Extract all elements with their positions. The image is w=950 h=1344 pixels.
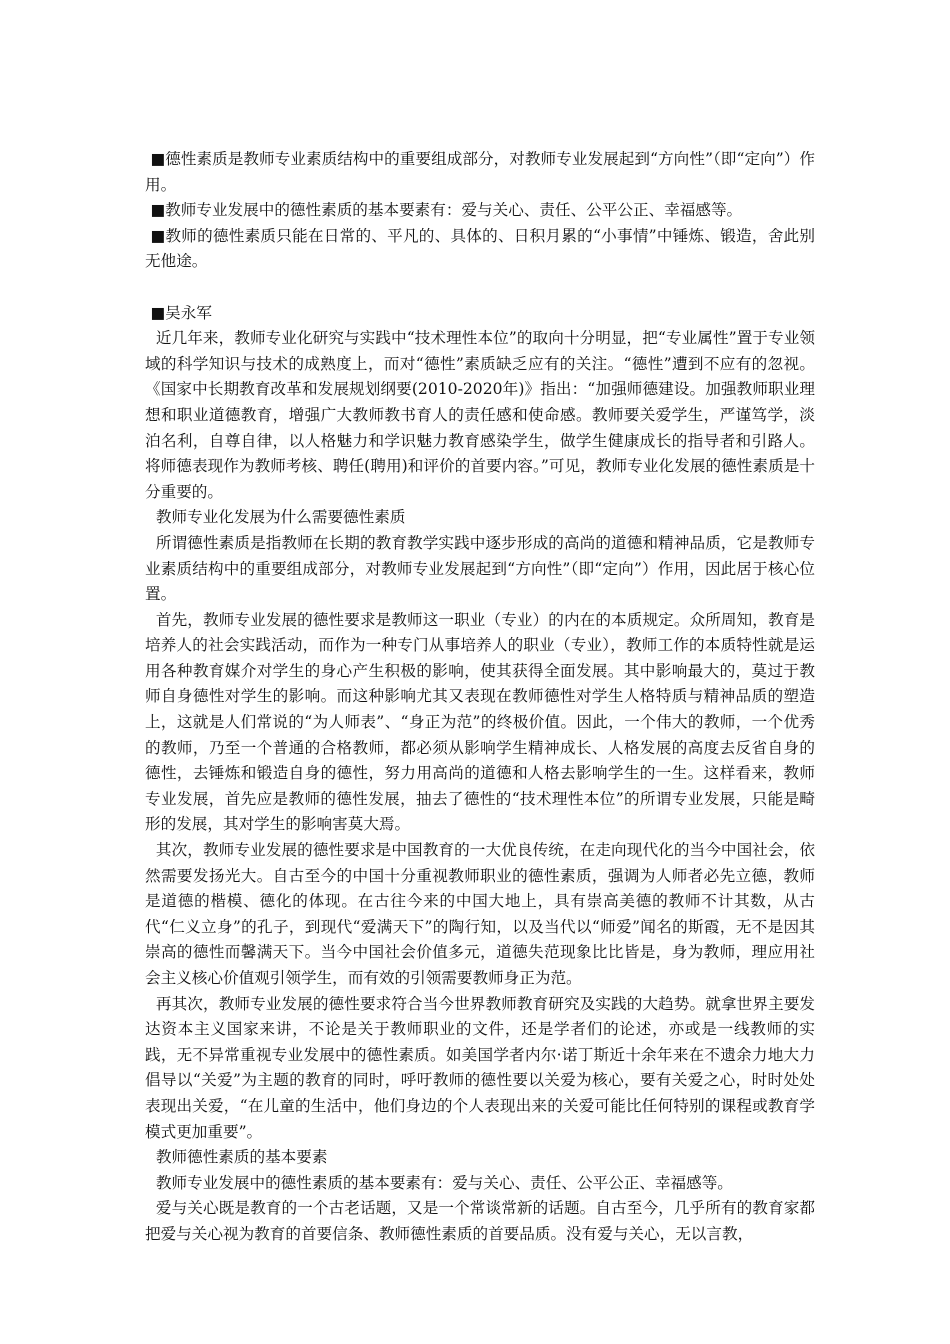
paragraph-intro: 近几年来，教师专业化研究与实践中“技术理性本位”的取向十分明显，把“专业属性”置于专业领域的科学知识与技术的成熟度上，而对“德性”素质缺乏应有的关注。“德性”遭到不应有的忽视。《国家中长期教育改革和发展规划纲要(2010-2020年)》指出：“加强师德建设。加强教师职业理想和职业道德教育，增强广大教师教书育人的责任感和使命感。教师要关爱学生，严谨笃学，淡泊名利，自尊自律，以人格魅力和学识魅力教育感染学生，做学生健康成长的指导者和引路人。将师德表现作为教师考核、聘任(聘用)和评价的首要内容。”可见，教师专业化发展的德性素质是十分重要的。	[145, 329, 815, 501]
paragraph-third: 再其次，教师专业发展的德性要求符合当今世界教师教育研究及实践的大趋势。就拿世界主要发达资本主义国家来讲，不论是关于教师职业的文件，还是学者们的论述，亦或是一线教师的实践，无不异常重视专业发展中的德性素质。如美国学者内尔·诺丁斯近十余年来在不遗余力地大力倡导以“关爱”为主题的教育的同时，呼吁教师的德性要以关爱为核心，要有关爱之心，时时处处表现出关爱，“在儿童的生活中，他们身边的个人表现出来的关爱可能比任何特别的课程或教育学模式更加重要”。	[145, 994, 815, 1141]
author-line: ■吴永军	[150, 303, 212, 322]
summary-point-3: ■教师的德性素质只能在日常的、平凡的、具体的、日积月累的“小事情”中锤炼、锻造，舍此别无他途。	[145, 226, 815, 271]
blank-line	[145, 275, 815, 301]
paragraph-first: 首先，教师专业发展的德性要求是教师这一职业（专业）的内在的本质规定。众所周知，教育是培养人的社会实践活动，而作为一种专门从事培养人的职业（专业），教师工作的本质特性就是运用各种教育媒介对学生的身心产生积极的影响，使其获得全面发展。其中影响最大的，莫过于教师自身德性对学生的影响。而这种影响尤其又表现在教师德性对学生人格特质与精神品质的塑造上，这就是人们常说的“为人师表”、“身正为范”的终极价值。因此，一个伟大的教师，一个优秀的教师，乃至一个普通的合格教师，都必须从影响学生精神成长、人格发展的高度去反省自身的德性，去锤炼和锻造自身的德性，努力用高尚的道德和人格去影响学生的一生。这样看来，教师专业发展，首先应是教师的德性发展，抽去了德性的“技术理性本位”的所谓专业发展，只能是畸形的发展，其对学生的影响害莫大焉。	[145, 610, 815, 834]
paragraph-elements: 教师专业发展中的德性素质的基本要素有：爱与关心、责任、公平公正、幸福感等。	[155, 1173, 733, 1192]
section-heading-why: 教师专业化发展为什么需要德性素质	[155, 508, 406, 527]
summary-point-2: ■教师专业发展中的德性素质的基本要素有：爱与关心、责任、公平公正、幸福感等。	[150, 201, 743, 220]
paragraph-love-care: 爱与关心既是教育的一个古老话题，又是一个常谈常新的话题。自古至今，几乎所有的教育家都把爱与关心视为教育的首要信条、教师德性素质的首要品质。没有爱与关心，无以言教，	[145, 1199, 815, 1243]
section-heading-elements: 教师德性素质的基本要素	[155, 1148, 328, 1167]
article-body	[145, 147, 815, 1248]
paragraph-second: 其次，教师专业发展的德性要求是中国教育的一大优良传统，在走向现代化的当今中国社会，依然需要发扬光大。自古至今的中国十分重视教师职业的德性素质，强调为人师者必先立德，教师是道德的楷模、德化的体现。在古往今来的中国大地上，具有崇高美德的教师不计其数，从古代“仁义立身”的孔子，到现代“爱满天下”的陶行知，以及当代以“师爱”闻名的斯霞，无不是因其崇高的德性而馨满天下。当今中国社会价值多元，道德失范现象比比皆是，身为教师，理应用社会主义核心价值观引领学生，而有效的引领需要教师身正为范。	[145, 841, 815, 987]
summary-point-1: ■德性素质是教师专业素质结构中的重要组成部分，对教师专业发展起到“方向性”（即“定向”）作用。	[145, 150, 815, 194]
paragraph-definition: 所谓德性素质是指教师在长期的教育教学实践中逐步形成的高尚的道德和精神品质，它是教师专业素质结构中的重要组成部分，对教师专业发展起到“方向性”（即“定向”）作用，因此居于核心位置。	[145, 533, 815, 604]
